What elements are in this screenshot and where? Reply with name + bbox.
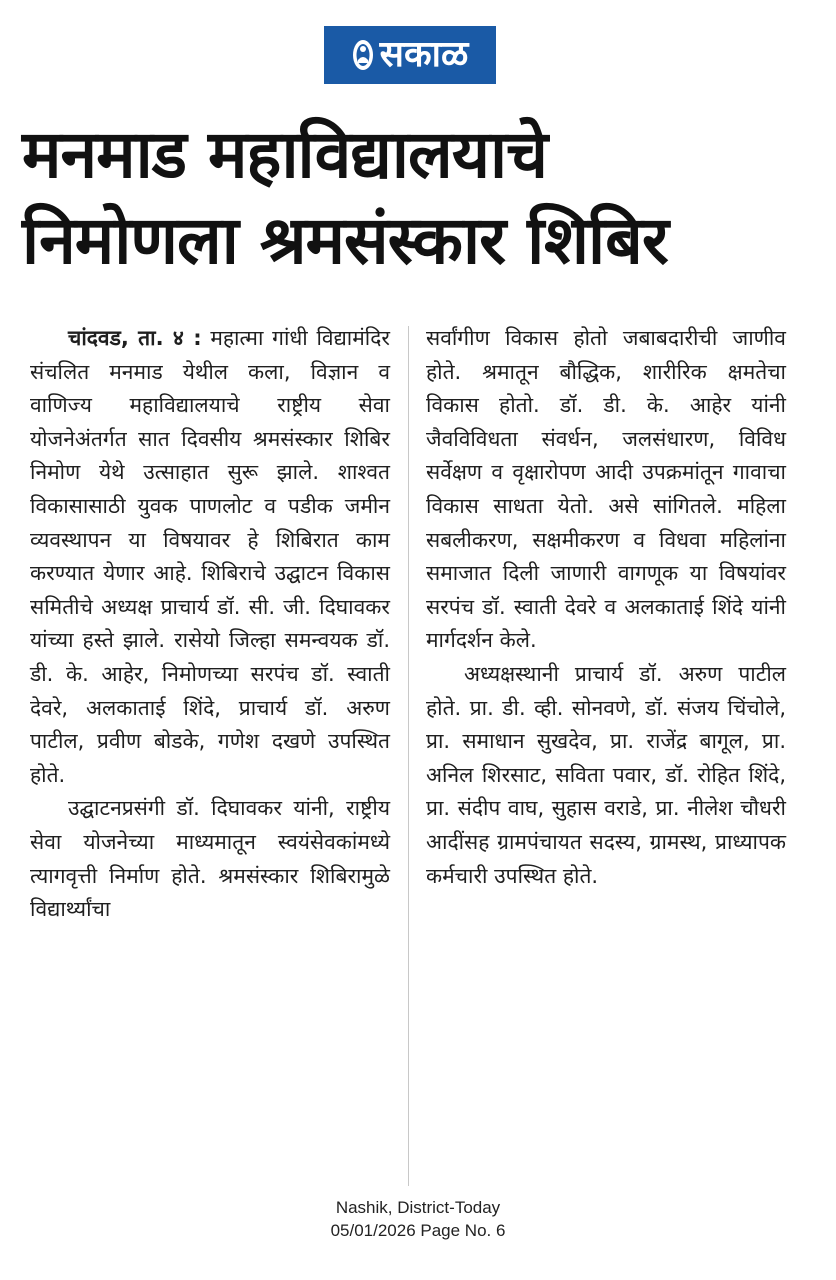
paragraph-1-text: महात्मा गांधी विद्यामंदिर संचलित मनमाड येथील कला, विज्ञान व वाणिज्य महाविद्यालयाचे राष्ट्रीय सेवा योजनेअंतर्गत सात दिवसीय श्रमसंस्कार शिबिर निमोण येथे उत्साहात सुरू झाले. शाश्वत विकासासाठी युवक पाणलोट व पडीक जमीन व्यवस्थापन या विषयावर हे शिबिरात काम करण्यात येणार आहे. शिबिराचे उद्घाटन विकास समितीचे अध्यक्ष प्राचार्य डॉ. सी. जी. दिघावकर यांच्या हस्ते झाले. रासेयो जिल्हा समन्वयक डॉ. डी. के. आहेर, निमोणच्या सरपंच डॉ. स्वाती देवरे, अलकाताई शिंदे, प्राचार्य डॉ. अरुण पाटील, प्रवीण बोडके, गणेश दखणे उपस्थित होते. [30, 326, 390, 787]
headline-line-1: मनमाड महाविद्यालयाचे [22, 116, 548, 193]
article-paragraph-2-end: सर्वांगीण विकास होतो जबाबदारीची जाणीव होते. श्रमातून बौद्धिक, शारीरिक क्षमतेचा विकास होतो. डॉ. डी. के. आहेर यांनी जैवविविधता संवर्धन, जलसंधारण, विविध सर्वेक्षण व वृक्षारोपण आदी उपक्रमांतून गावाचा विकास साधता येतो. असे सांगितले. महिला सबलीकरण, सक्षमीकरण व विधवा महिलांना समाजात दिली जाणारी वागणूक या विषयांवर सरपंच डॉ. स्वाती देवरे व अलकाताई शिंदे यांनी मार्गदर्शन केले. [426, 326, 786, 653]
dateline: चांदवड, ता. ४ : [68, 326, 202, 350]
masthead-name: सकाळ [379, 34, 469, 75]
column-divider [408, 326, 409, 1186]
article-column-left [30, 322, 390, 927]
date-page-label: 05/01/2026 Page No. 6 [330, 1221, 506, 1240]
edition-label: Nashik, District-Today [335, 1198, 501, 1217]
article-column-right [426, 322, 786, 893]
headline [22, 112, 814, 284]
article-paragraph-3: अध्यक्षस्थानी प्राचार्य डॉ. अरुण पाटील होते. प्रा. डी. व्ही. सोनवणे, डॉ. संजय चिंचोले, प्रा. समाधान सुखदेव, प्रा. राजेंद्र बागूल, प्रा. अनिल शिरसाट, सविता पवार, डॉ. रोहित शिंदे, प्रा. संदीप वाघ, सुहास वराडे, प्रा. नीलेश चौधरी आदींसह ग्रामपंचायत सदस्य, ग्रामस्थ, प्राध्यापक कर्मचारी उपस्थित होते. [426, 661, 786, 888]
headline-line-2: निमोणला श्रमसंस्कार शिबिर [22, 202, 668, 279]
newspaper-masthead [324, 26, 496, 84]
seal-emblem-icon [352, 38, 374, 72]
article-paragraph-1 [30, 322, 390, 792]
article-paragraph-2-start: उद्घाटनप्रसंगी डॉ. दिघावकर यांनी, राष्ट्रीय सेवा योजनेच्या माध्यमातून स्वयंसेवकांमध्ये त्यागवृत्ती निर्माण होते. श्रमसंस्कार शिबिरामुळे विद्यार्थ्यांचा [30, 796, 390, 922]
